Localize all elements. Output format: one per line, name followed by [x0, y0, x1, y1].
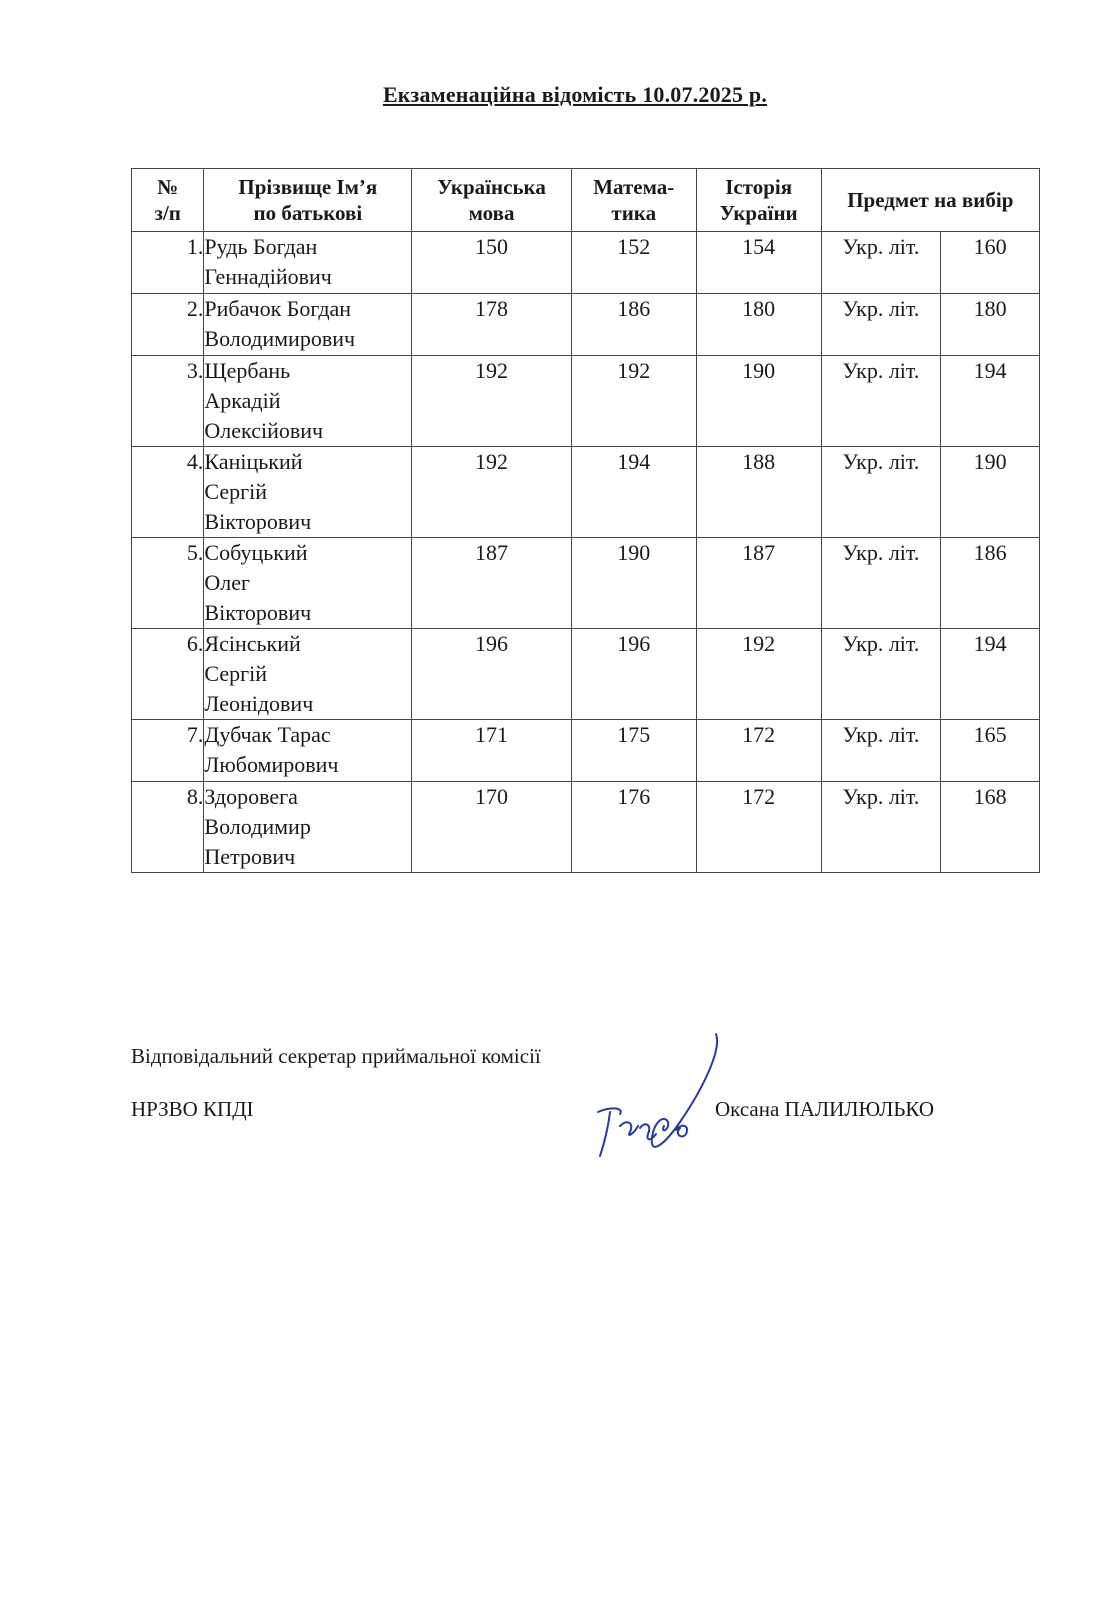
header-math: Матема- тика	[571, 169, 696, 232]
score-history: 154	[696, 232, 821, 294]
student-name	[204, 356, 412, 447]
score-elective: 165	[941, 720, 1040, 782]
student-name	[204, 232, 412, 294]
score-ukrainian: 192	[412, 356, 572, 447]
row-number: 3.	[132, 356, 204, 447]
score-math: 190	[571, 538, 696, 629]
student-name-line: Дубчак Тарас	[204, 722, 331, 747]
row-number: 5.	[132, 538, 204, 629]
row-number: 4.	[132, 447, 204, 538]
table-row	[132, 538, 1040, 629]
student-name-line: Володимир	[204, 814, 311, 839]
student-name	[204, 782, 412, 873]
score-elective: 180	[941, 294, 1040, 356]
header-num: № з/п	[132, 169, 204, 232]
student-name-line: Геннадійович	[204, 264, 332, 289]
score-ukrainian: 192	[412, 447, 572, 538]
row-number: 6.	[132, 629, 204, 720]
student-name-line: Леонідович	[204, 691, 314, 716]
student-name	[204, 720, 412, 782]
student-name-line: Щербань	[204, 358, 291, 383]
elective-subject: Укр. літ.	[821, 538, 941, 629]
student-name	[204, 447, 412, 538]
student-name-line: Рибачок Богдан	[204, 296, 352, 321]
row-number: 7.	[132, 720, 204, 782]
score-math: 192	[571, 356, 696, 447]
score-history: 188	[696, 447, 821, 538]
row-number: 1.	[132, 232, 204, 294]
score-elective: 160	[941, 232, 1040, 294]
student-name-line: Вікторович	[204, 600, 312, 625]
student-name-line: Олег	[204, 570, 251, 595]
student-name-line: Олексійович	[204, 418, 324, 443]
row-number: 2.	[132, 294, 204, 356]
signer-name: Оксана ПАЛИЛЮЛЬКО	[715, 1097, 935, 1121]
elective-subject: Укр. літ.	[821, 356, 941, 447]
score-elective: 186	[941, 538, 1040, 629]
header-elective: Предмет на вибір	[821, 169, 1039, 232]
position-line-2: НРЗВО КПДІ	[131, 1097, 254, 1121]
table-header-row	[132, 169, 1040, 232]
student-name	[204, 538, 412, 629]
score-elective: 168	[941, 782, 1040, 873]
table-row	[132, 720, 1040, 782]
student-name-line: Володимирович	[204, 326, 356, 351]
score-ukrainian: 187	[412, 538, 572, 629]
elective-subject: Укр. літ.	[821, 629, 941, 720]
elective-subject: Укр. літ.	[821, 294, 941, 356]
student-name-line: Аркадій	[204, 388, 281, 413]
score-ukrainian: 171	[412, 720, 572, 782]
student-name-line: Сергій	[204, 479, 268, 504]
score-math: 152	[571, 232, 696, 294]
score-history: 172	[696, 782, 821, 873]
score-ukrainian: 196	[412, 629, 572, 720]
header-history: Історія України	[696, 169, 821, 232]
table-row	[132, 629, 1040, 720]
student-name	[204, 629, 412, 720]
score-history: 172	[696, 720, 821, 782]
exam-results-table	[131, 168, 1040, 873]
score-history: 180	[696, 294, 821, 356]
score-ukrainian: 150	[412, 232, 572, 294]
student-name-line: Здоровега	[204, 784, 298, 809]
score-elective: 194	[941, 629, 1040, 720]
student-name-line: Петрович	[204, 844, 296, 869]
score-elective: 194	[941, 356, 1040, 447]
table-row	[132, 447, 1040, 538]
score-history: 192	[696, 629, 821, 720]
score-math: 196	[571, 629, 696, 720]
header-ukrainian: Українська мова	[412, 169, 572, 232]
student-name-line: Каніцький	[204, 449, 303, 474]
score-history: 187	[696, 538, 821, 629]
student-name-line: Ясінський	[204, 631, 301, 656]
student-name-line: Любомирович	[204, 752, 339, 777]
score-math: 176	[571, 782, 696, 873]
table-row	[132, 232, 1040, 294]
score-ukrainian: 178	[412, 294, 572, 356]
elective-subject: Укр. літ.	[821, 720, 941, 782]
score-history: 190	[696, 356, 821, 447]
table-row	[132, 356, 1040, 447]
score-ukrainian: 170	[412, 782, 572, 873]
table-row	[132, 782, 1040, 873]
score-math: 175	[571, 720, 696, 782]
document-title: Екзаменаційна відомість 10.07.2025 р.	[382, 82, 768, 107]
student-name-line: Сергій	[204, 661, 268, 686]
student-name-line: Вікторович	[204, 509, 312, 534]
header-name: Прізвище Ім’я по батькові	[204, 169, 412, 232]
table-row	[132, 294, 1040, 356]
student-name-line: Рудь Богдан	[204, 234, 318, 259]
score-math: 194	[571, 447, 696, 538]
elective-subject: Укр. літ.	[821, 447, 941, 538]
elective-subject: Укр. літ.	[821, 782, 941, 873]
score-math: 186	[571, 294, 696, 356]
student-name	[204, 294, 412, 356]
elective-subject: Укр. літ.	[821, 232, 941, 294]
position-line-1: Відповідальний секретар приймальної комісії	[131, 1044, 541, 1068]
signature	[590, 1030, 720, 1170]
row-number: 8.	[132, 782, 204, 873]
score-elective: 190	[941, 447, 1040, 538]
table-body	[132, 232, 1040, 873]
student-name-line: Собуцький	[204, 540, 308, 565]
